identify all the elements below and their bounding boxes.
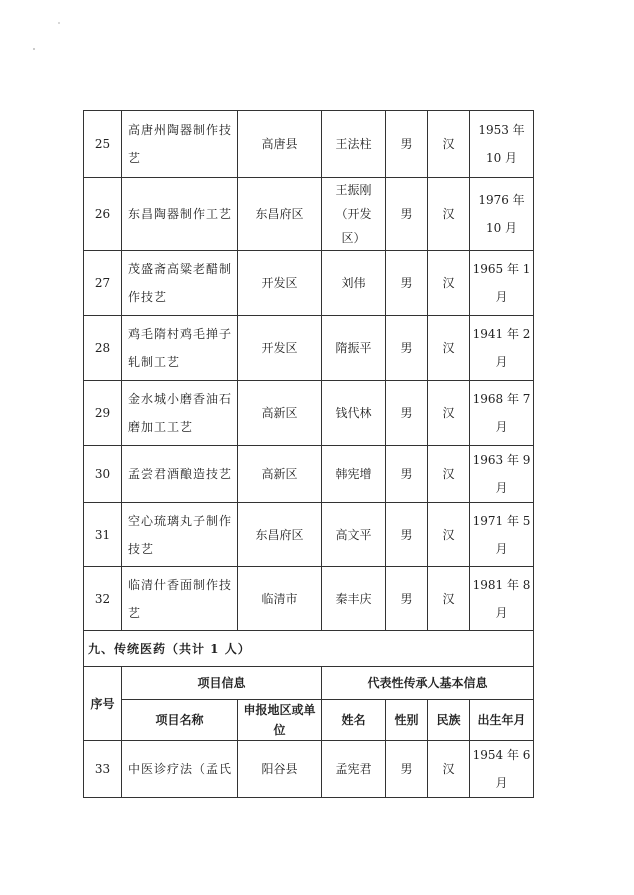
header-inheritor-info: 代表性传承人基本信息: [322, 667, 534, 700]
table-row: [84, 567, 534, 631]
project-name: 临清什香面制作技艺: [122, 567, 238, 631]
region: 开发区: [238, 316, 322, 381]
table-row: [84, 251, 534, 316]
ethnic: 汉: [428, 741, 470, 798]
birth-date: 1963 年 9 月: [470, 446, 534, 503]
ethnic: 汉: [428, 251, 470, 316]
table-row: [84, 741, 534, 798]
header-ethnic: 民族: [428, 700, 470, 741]
header-gender: 性别: [386, 700, 428, 741]
header-row: [84, 667, 534, 700]
ethnic: 汉: [428, 178, 470, 251]
row-number: 33: [84, 741, 122, 798]
birth-date: 1954 年 6 月: [470, 741, 534, 798]
ethnic: 汉: [428, 503, 470, 567]
inheritor-name: 钱代林: [322, 381, 386, 446]
birth-date: 1941 年 2 月: [470, 316, 534, 381]
gender: 男: [386, 741, 428, 798]
table-row: [84, 111, 534, 178]
header-project-info: 项目信息: [122, 667, 322, 700]
heritage-inheritor-table: [83, 110, 534, 798]
gender: 男: [386, 178, 428, 251]
row-number: 28: [84, 316, 122, 381]
scan-speck: [58, 22, 60, 24]
header-person: 姓名: [322, 700, 386, 741]
inheritor-name: 孟宪君: [322, 741, 386, 798]
birth-date: 1965 年 1 月: [470, 251, 534, 316]
ethnic: 汉: [428, 567, 470, 631]
region: 阳谷县: [238, 741, 322, 798]
row-number: 32: [84, 567, 122, 631]
region: 高新区: [238, 446, 322, 503]
gender: 男: [386, 446, 428, 503]
row-number: 30: [84, 446, 122, 503]
table-row: [84, 381, 534, 446]
gender: 男: [386, 316, 428, 381]
project-name: 东昌陶器制作工艺: [122, 178, 238, 251]
inheritor-name: 王法柱: [322, 111, 386, 178]
header-region: 申报地区或单位: [238, 700, 322, 741]
birth-date: 1981 年 8 月: [470, 567, 534, 631]
header-project-name: 项目名称: [122, 700, 238, 741]
birth-date: 1968 年 7 月: [470, 381, 534, 446]
region: 东昌府区: [238, 178, 322, 251]
table-row: [84, 503, 534, 567]
project-name: 空心琉璃丸子制作技艺: [122, 503, 238, 567]
table-row: [84, 446, 534, 503]
project-name: 金水城小磨香油石磨加工工艺: [122, 381, 238, 446]
gender: 男: [386, 503, 428, 567]
project-name: 茂盛斋高粱老醋制作技艺: [122, 251, 238, 316]
region: 东昌府区: [238, 503, 322, 567]
inheritor-name: 韩宪增: [322, 446, 386, 503]
project-name: 孟尝君酒酿造技艺: [122, 446, 238, 503]
row-number: 25: [84, 111, 122, 178]
inheritor-name: 隋振平: [322, 316, 386, 381]
region: 高唐县: [238, 111, 322, 178]
project-name: 鸡毛隋村鸡毛掸子轧制工艺: [122, 316, 238, 381]
inheritor-name: 王振刚（开发区）: [322, 178, 386, 251]
table-row: [84, 178, 534, 251]
project-name: 高唐州陶器制作技艺: [122, 111, 238, 178]
ethnic: 汉: [428, 446, 470, 503]
row-number: 27: [84, 251, 122, 316]
region: 开发区: [238, 251, 322, 316]
header-birth: 出生年月: [470, 700, 534, 741]
header-number: 序号: [84, 667, 122, 741]
inheritor-name: 刘伟: [322, 251, 386, 316]
row-number: 31: [84, 503, 122, 567]
birth-date: 1953 年 10 月: [470, 111, 534, 178]
ethnic: 汉: [428, 381, 470, 446]
section-title: 九、传统医药（共计 1 人）: [84, 631, 534, 667]
row-number: 29: [84, 381, 122, 446]
project-name: 中医诊疗法（孟氏: [122, 741, 238, 798]
header-row: [84, 700, 534, 741]
gender: 男: [386, 251, 428, 316]
section-row: [84, 631, 534, 667]
region: 高新区: [238, 381, 322, 446]
table-row: [84, 316, 534, 381]
inheritor-name: 秦丰庆: [322, 567, 386, 631]
row-number: 26: [84, 178, 122, 251]
ethnic: 汉: [428, 111, 470, 178]
gender: 男: [386, 567, 428, 631]
birth-date: 1971 年 5 月: [470, 503, 534, 567]
gender: 男: [386, 381, 428, 446]
gender: 男: [386, 111, 428, 178]
birth-date: 1976 年 10 月: [470, 178, 534, 251]
inheritor-name: 高文平: [322, 503, 386, 567]
ethnic: 汉: [428, 316, 470, 381]
region: 临清市: [238, 567, 322, 631]
scan-speck: [33, 48, 35, 50]
